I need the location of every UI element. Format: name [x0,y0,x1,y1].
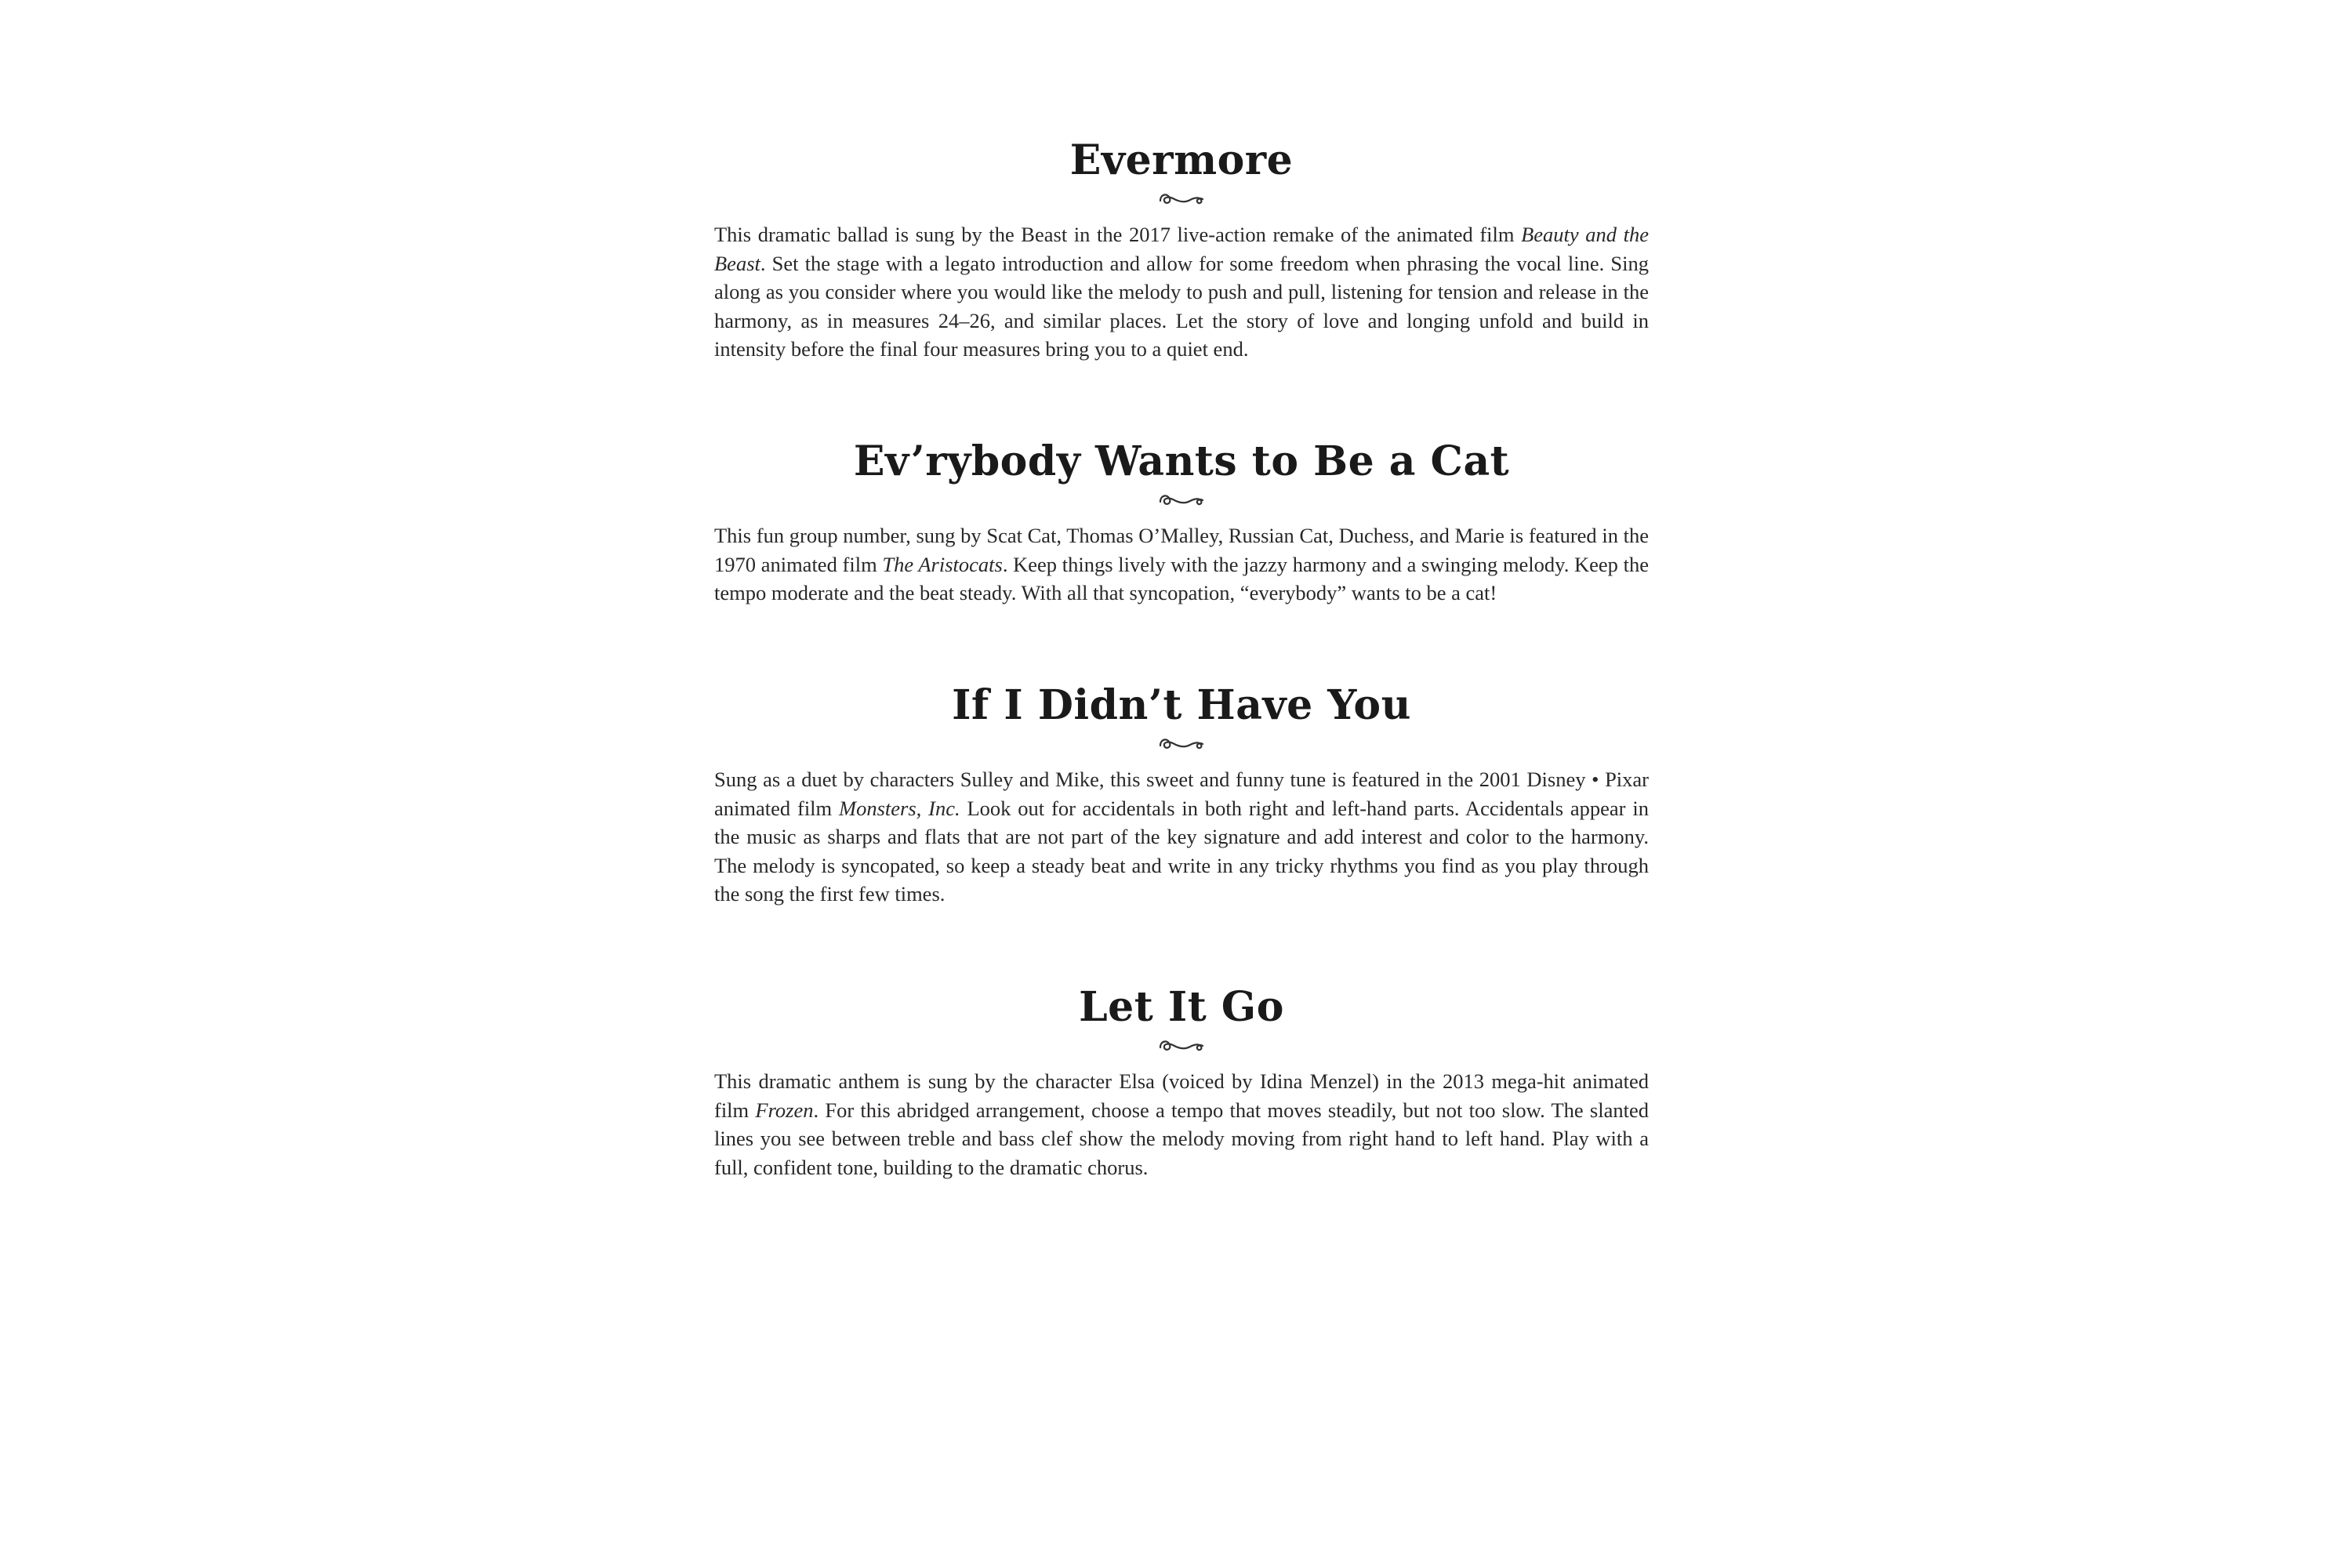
film-title-italic: Monsters, Inc. [839,796,960,820]
song-title: If I Didn’t Have You [952,681,1411,729]
flourish-ornament-icon [1157,490,1206,510]
song-title: Evermore [1069,136,1294,184]
song-title: Ev’rybody Wants to Be a Cat [853,437,1510,485]
song-description [714,765,1649,909]
song-section-let-it-go [714,982,1649,1181]
description-text: . For this abridged arrangement, choose a tempo that moves steadily, but not too slow. The slanted lines you see between treble and bass clef show the melody moving from right hand to left hand. Play with a full, confident tone, building to the dramatic chorus. [714,1098,1649,1179]
song-title: Let It Go [1079,983,1284,1031]
song-description [714,521,1649,608]
description-text: This dramatic anthem is sung by the character Elsa (voiced by Idina Menzel) in the 2013 mega-hit animated film [714,1069,1649,1122]
description-text: This fun group number, sung by Scat Cat, Thomas O’Malley, Russian Cat, Duchess, and Marie is featured in the 1970 animated film [714,524,1649,576]
description-text: . Set the stage with a legato introduction and allow for some freedom when phrasing the vocal line. Sing along as you consider where you would like the melody to push and pull, listening for tension and release in the harmony, as in measures 24–26, and similar places. Let the story of love and longing unfold and build in intensity before the final four measures bring you to a quiet end. [714,251,1649,361]
song-description [714,1067,1649,1181]
description-text: Sung as a duet by characters Sulley and Mike, this sweet and funny tune is featured in the 2001 Disney • Pixar animated film [714,768,1649,820]
film-title-italic: The Aristocats [882,552,1003,576]
song-section-everybody-wants-to-be-a-cat [714,437,1649,608]
song-description [714,220,1649,364]
song-section-evermore [714,136,1649,364]
film-title-italic: Beauty and the Beast [714,223,1649,275]
description-text: Look out for accidentals in both right and left-hand parts. Accidentals appear in the music as sharps and flats that are not part of the key signature and add interest and color to the harmony. The melody is syncopated, so keep a steady beat and write in any tricky rhythms you find as you play through the song the first few times. [714,796,1649,906]
flourish-ornament-icon [1157,1036,1206,1056]
song-section-if-i-didnt-have-you [714,681,1649,909]
description-text: . Keep things lively with the jazzy harmony and a swinging melody. Keep the tempo moderate and the beat steady. With all that syncopation, “everybody” wants to be a cat! [714,552,1649,604]
flourish-ornament-icon [1157,734,1206,754]
description-text: This dramatic ballad is sung by the Beast in the 2017 live-action remake of the animated film [714,223,1522,246]
flourish-ornament-icon [1157,189,1206,209]
film-title-italic: Frozen [755,1098,814,1122]
